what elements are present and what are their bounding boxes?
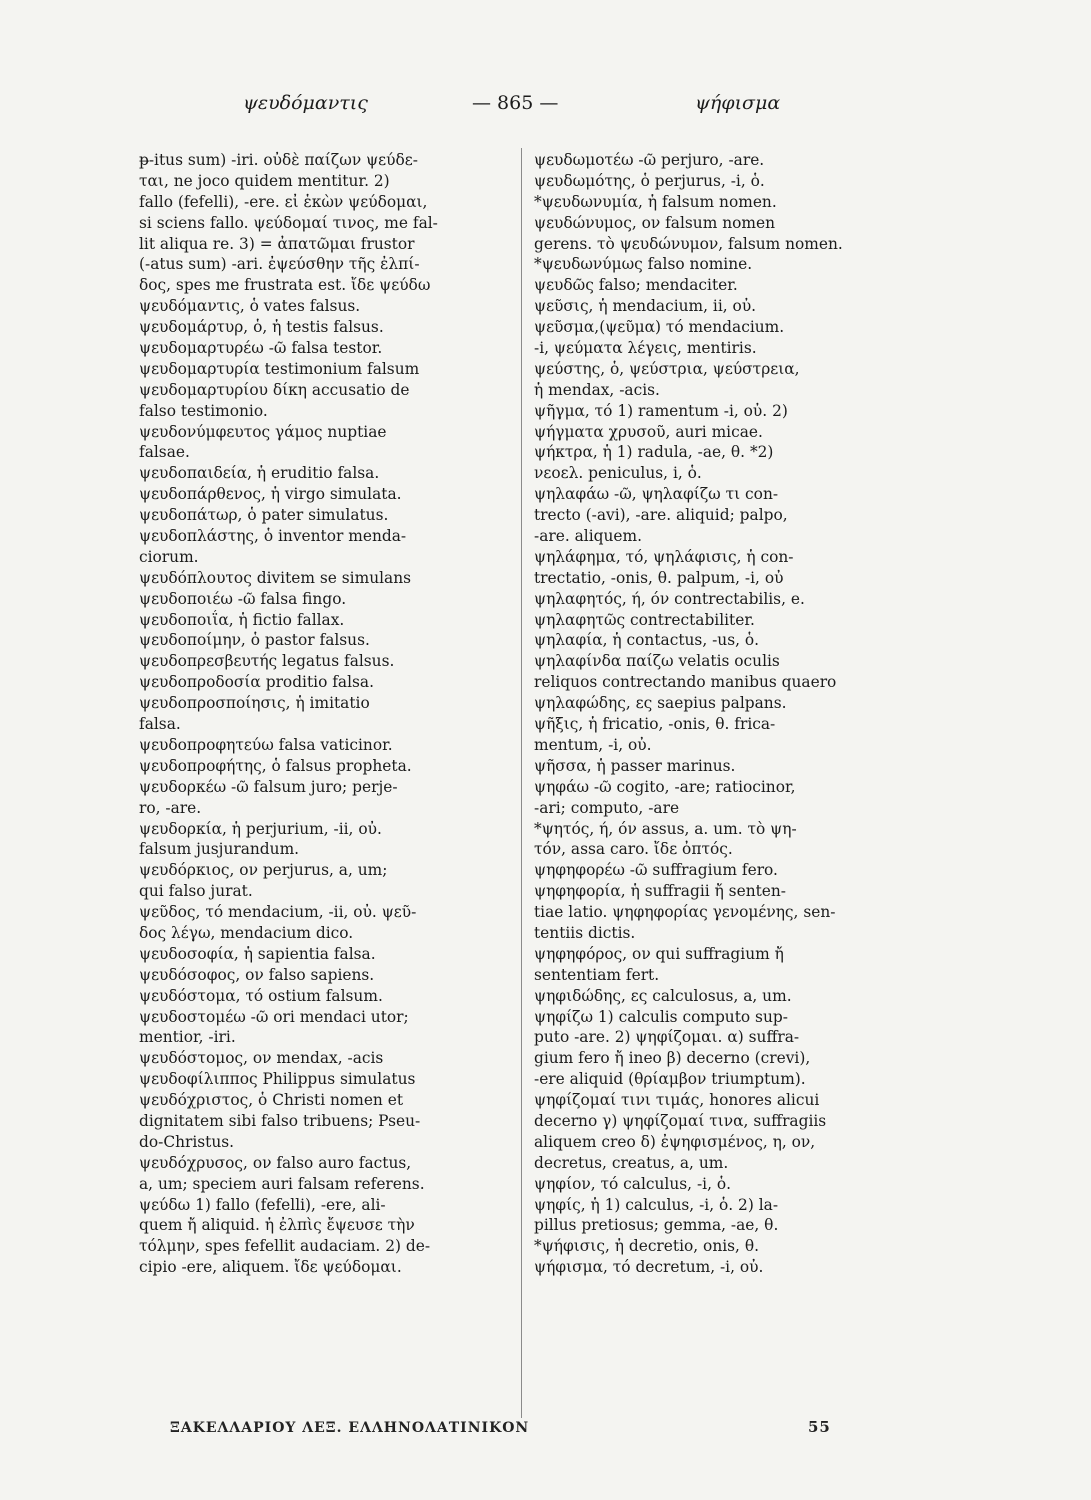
- text-line: ψευδοποίμην, ὁ pastor falsus.: [139, 631, 370, 650]
- text-line: -ari; computo, -are: [534, 798, 680, 817]
- left-column: [139, 150, 514, 1278]
- page-number: — 865 —: [472, 92, 559, 114]
- text-line: ψευδοφίλιππος Philippus simulatus: [139, 1070, 416, 1089]
- text-line: ψευδοπροσποίησις, ἡ imitatio: [139, 694, 370, 713]
- text-line: ψευδομαρτυρέω -ῶ falsa testor.: [139, 339, 383, 358]
- text-line: δος, spes me frustrata est. ἴδε ψεύδω: [139, 276, 431, 295]
- text-line: ψηφίον, τό calculus, -i, ὁ.: [534, 1174, 732, 1193]
- text-line: ψευδώνυμος, ον falsum nomen: [534, 213, 775, 232]
- text-line: νεοελ. peniculus, i, ὁ.: [534, 464, 702, 483]
- text-line: ψευδόσοφος, ον falso sapiens.: [139, 965, 375, 984]
- text-line: (-atus sum) -ari. ἐψεύσθην τῆς ἐλπί-: [139, 255, 420, 274]
- text-line: mentum, -i, οὐ.: [534, 735, 652, 754]
- text-line: ᵽ-itus sum) -iri. οὐδὲ παίζων ψεύδε-: [139, 151, 418, 169]
- text-line: falsum jusjurandum.: [139, 840, 300, 859]
- text-line: gium fero ἤ ineo β) decerno (crevi),: [534, 1049, 811, 1068]
- text-line: ψῆξις, ἡ fricatio, -onis, θ. frica-: [534, 715, 776, 734]
- text-line: ψευδόστομος, ον mendax, -acis: [139, 1049, 384, 1068]
- text-line: ψευδοσοφία, ἡ sapientia falsa.: [139, 944, 376, 963]
- text-line: do-Christus.: [139, 1132, 235, 1151]
- text-line: decretus, creatus, a, um.: [534, 1153, 729, 1172]
- text-line: ψευδοπροδοσία proditio falsa.: [139, 673, 374, 692]
- text-line: dignitatem sibi falso tribuens; Pseu-: [139, 1111, 421, 1130]
- text-line: ψηφίς, ἡ 1) calculus, -i, ὁ. 2) la-: [534, 1195, 779, 1214]
- text-line: qui falso jurat.: [139, 882, 253, 901]
- text-line: ro, -are.: [139, 798, 202, 817]
- text-line: ψευδονύμφευτος γάμος nuptiae: [139, 422, 387, 441]
- text-line: ψευδόρκιος, ον perjurus, a, um;: [139, 861, 388, 880]
- text-line: falsae.: [139, 443, 190, 462]
- text-line: ψευδόπλουτος divitem se simulans: [139, 568, 412, 587]
- text-line: ψευδοποιέω -ῶ falsa fingo.: [139, 589, 347, 608]
- text-line: ψεῦσμα,(ψεῦμα) τό mendacium.: [534, 318, 785, 337]
- text-line: ψεύστης, ὁ, ψεύστρια, ψεύστρεια,: [534, 359, 800, 378]
- text-line: ψευδόχριστος, ὁ Christi nomen et: [139, 1091, 404, 1110]
- text-line: ψευδῶς falso; mendaciter.: [534, 276, 738, 295]
- text-line: ψεῦδος, τό mendacium, -ii, οὐ. ψεῦ-: [139, 903, 417, 922]
- text-line: tentiis dictis.: [534, 923, 636, 942]
- text-line: ciorum.: [139, 547, 199, 566]
- text-line: ψευδόμαντις, ὁ vates falsus.: [139, 297, 361, 316]
- text-line: ψηφιδώδης, ες calculosus, a, um.: [534, 986, 792, 1005]
- column-divider: [521, 148, 522, 1418]
- text-line: ψευδοστομέω -ῶ ori mendaci utor;: [139, 1007, 409, 1026]
- text-line: ψήκτρα, ἡ 1) radula, -ae, θ. *2): [534, 443, 774, 462]
- header-last-entry: ψήφισμα: [695, 92, 781, 114]
- footer-book-title: ΞΑΚΕΛΛΑΡΙΟΥ ΛΕΞ. ΕΛΛΗΝΟΛΑΤΙΝΙΚΟΝ: [170, 1420, 530, 1436]
- text-line: ψῆγμα, τό 1) ramentum -i, οὐ. 2): [534, 401, 788, 420]
- signature-mark: 55: [808, 1418, 831, 1436]
- text-line: τόν, assa caro. ἴδε ὀπτός.: [534, 840, 733, 859]
- text-line: trectatio, -onis, θ. palpum, -i, οὐ: [534, 568, 784, 587]
- text-line: trecto (-avi), -are. aliquid; palpo,: [534, 506, 788, 525]
- text-line: ψευδομαρτυρίου δίκη accusatio de: [139, 380, 410, 399]
- text-line: falso testimonio.: [139, 401, 268, 420]
- text-line: ψηλαφάω -ῶ, ψηλαφίζω τι con-: [534, 485, 779, 504]
- text-line: ψευδοπάτωρ, ὁ pater simulatus.: [139, 506, 389, 525]
- text-line: a, um; speciem auri falsam referens.: [139, 1174, 425, 1193]
- text-line: ψηφηφορία, ἡ suffragii ἤ senten-: [534, 882, 787, 901]
- text-line: -i, ψεύματα λέγεις, mentiris.: [534, 339, 757, 358]
- text-line: ψήφισμα, τό decretum, -i, οὐ.: [534, 1258, 764, 1277]
- text-line: δος λέγω, mendacium dico.: [139, 923, 354, 942]
- text-line: *ψευδωνυμία, ἡ falsum nomen.: [534, 192, 777, 211]
- text-line: mentior, -iri.: [139, 1028, 236, 1047]
- text-line: ψηλαφία, ἡ contactus, -us, ὁ.: [534, 631, 760, 650]
- text-line: reliquos contrectando manibus quaero: [534, 673, 837, 692]
- text-line: ψηλαφώδης, ες saepius palpans.: [534, 694, 787, 713]
- text-line: fallo (fefelli), -ere. εἰ ἑκὼν ψεύδομαι,: [139, 192, 428, 211]
- text-line: tiae latio. ψηφηφορίας γενομένης, sen-: [534, 903, 836, 922]
- running-header: [140, 92, 950, 132]
- text-line: ψευδόστομα, τό ostium falsum.: [139, 986, 383, 1005]
- text-line: decerno γ) ψηφίζομαί τινα, suffragiis: [534, 1111, 827, 1130]
- text-line: ψηλαφητός, ή, όν contrectabilis, e.: [534, 589, 805, 608]
- text-line: ψευδοπροφητεύω falsa vaticinor.: [139, 735, 393, 754]
- text-line: ψηφηφορέω -ῶ suffragium fero.: [534, 861, 778, 880]
- text-line: aliquem creo δ) ἐψηφισμένος, η, ον,: [534, 1132, 816, 1151]
- text-line: falsa.: [139, 715, 181, 734]
- text-line: ψευδοπροφήτης, ὁ falsus propheta.: [139, 756, 412, 775]
- text-line: ψηφάω -ῶ cogito, -are; ratiocinor,: [534, 777, 796, 796]
- text-line: -are. aliquem.: [534, 527, 643, 546]
- text-line: ψευδοπαιδεία, ἡ eruditio falsa.: [139, 464, 380, 483]
- text-line: gerens. τὸ ψευδώνυμον, falsum nomen.: [534, 234, 843, 253]
- text-line: ψηλαφητῶς contrectabiliter.: [534, 610, 755, 629]
- text-line: ψηλάφημα, τό, ψηλάφισις, ἡ con-: [534, 547, 794, 566]
- text-line: ψευδωμότης, ὁ perjurus, -i, ὁ.: [534, 171, 765, 190]
- text-line: ψήγματα χρυσοῦ, auri micae.: [534, 422, 763, 441]
- text-line: ψευδοπλάστης, ὁ inventor menda-: [139, 527, 407, 546]
- text-line: *ψευδωνύμως falso nomine.: [534, 255, 753, 274]
- text-line: ψῆσσα, ἡ passer marinus.: [534, 756, 736, 775]
- text-line: ψεῦσις, ἡ mendacium, ii, οὐ.: [534, 297, 757, 316]
- text-line: pillus pretiosus; gemma, -ae, θ.: [534, 1216, 779, 1235]
- text-line: si sciens fallo. ψεύδομαί τινος, me fal-: [139, 213, 438, 232]
- text-line: *ψητός, ή, όν assus, a. um. τὸ ψη-: [534, 819, 797, 838]
- text-line: ψηφίζομαί τινι τιμάς, honores alicui: [534, 1091, 820, 1110]
- text-line: ψευδορκία, ἡ perjurium, -ii, οὐ.: [139, 819, 382, 838]
- text-line: ψηλαφίνδα παίζω velatis oculis: [534, 652, 780, 671]
- text-line: sententiam fert.: [534, 965, 660, 984]
- text-line: lit aliqua re. 3) = ἀπατῶμαι frustor: [139, 234, 415, 253]
- text-line: ψηφίζω 1) calculis computo sup-: [534, 1007, 788, 1026]
- text-line: ψευδομάρτυρ, ὁ, ἡ testis falsus.: [139, 318, 384, 337]
- right-column: [534, 150, 934, 1278]
- text-line: ψεύδω 1) fallo (fefelli), -ere, ali-: [139, 1195, 386, 1214]
- text-line: cipio -ere, aliquem. ἴδε ψεύδομαι.: [139, 1258, 402, 1277]
- text-line: ψευδόχρυσος, ον falso auro factus,: [139, 1153, 412, 1172]
- text-line: ται, ne joco quidem mentitur. 2): [139, 171, 390, 190]
- text-line: ἡ mendax, -acis.: [534, 380, 660, 399]
- text-line: ψευδοπρεσβευτής legatus falsus.: [139, 652, 395, 671]
- text-line: ψευδορκέω -ῶ falsum juro; perje-: [139, 777, 398, 796]
- text-line: *ψήφισις, ἡ decretio, onis, θ.: [534, 1237, 759, 1256]
- text-line: τόλμην, spes fefellit audaciam. 2) de-: [139, 1237, 431, 1256]
- text-line: ψηφηφόρος, ον qui suffragium ἤ: [534, 944, 784, 963]
- text-line: -ere aliquid (θρίαμβον triumptum).: [534, 1070, 806, 1089]
- header-first-entry: ψευδόμαντις: [243, 92, 368, 114]
- text-line: quem ἤ aliquid. ἡ ἐλπὶς ἔψευσε τὴν: [139, 1216, 415, 1235]
- text-line: ψευδωμοτέω -ῶ perjuro, -are.: [534, 151, 765, 169]
- text-line: ψευδομαρτυρία testimonium falsum: [139, 359, 420, 378]
- text-line: puto -are. 2) ψηφίζομαι. α) suffra-: [534, 1028, 800, 1047]
- text-line: ψευδοπάρθενος, ἡ virgo simulata.: [139, 485, 402, 504]
- text-line: ψευδοποιΐα, ἡ fictio fallax.: [139, 610, 345, 629]
